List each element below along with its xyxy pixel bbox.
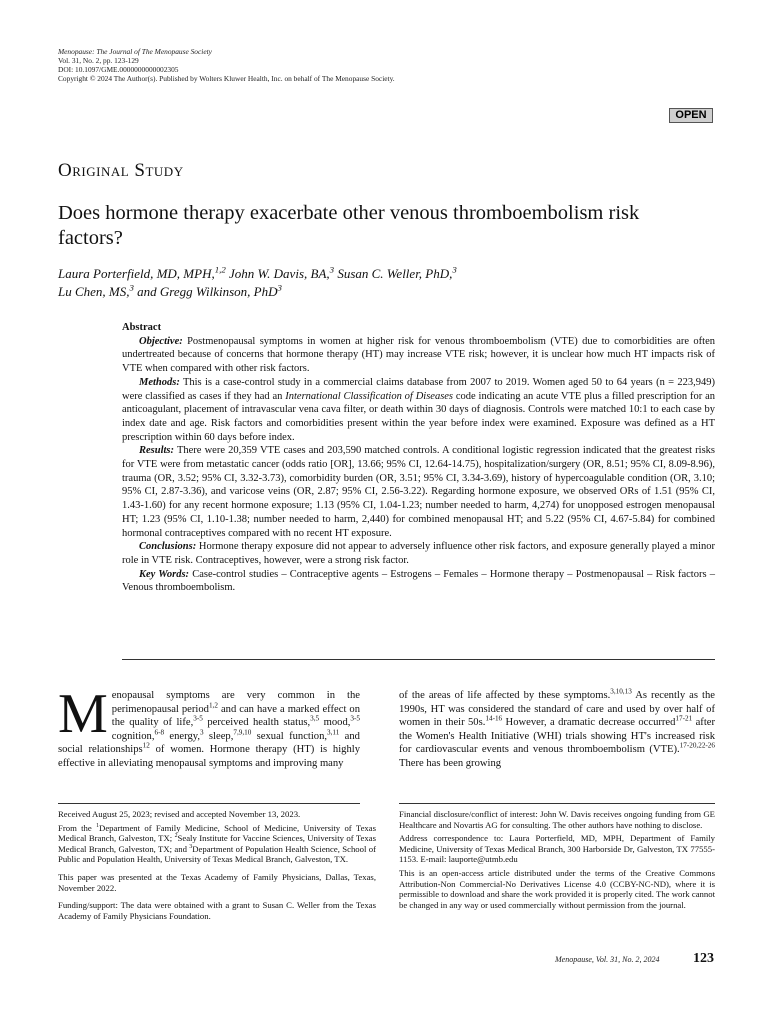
methods-label: Methods:	[139, 376, 180, 388]
conclusions-label: Conclusions:	[139, 541, 197, 553]
footnote-divider-right	[399, 803, 715, 804]
doi[interactable]: DOI: 10.1097/GME.0000000000002305	[58, 64, 179, 74]
funding-note: Funding/support: The data were obtained with a grant to Susan C. Weller from the Texas Academy of Family Physicians Foundation.	[58, 900, 376, 921]
conclusions-text: Hormone therapy exposure did not appear to adversely influence other risk factors, and exposure generally played a minor role in VTE risk. Contraceptives, however, were a strong risk factor.	[122, 541, 715, 566]
journal-name: Menopause: The Journal of The Menopause Society	[58, 47, 212, 56]
open-access-badge: OPEN	[669, 108, 713, 123]
abstract-methods	[122, 376, 715, 445]
objective-label: Objective:	[139, 335, 183, 347]
objective-text: Postmenopausal symptoms in women at higher risk for venous thromboembolism (VTE) due to comorbidities are often undertreated because of concerns that hormone therapy (HT) may increase VTE risk; however, it is unclear how much HT impacts risk of VTE when compared with other risk factors.	[122, 335, 715, 375]
license-note: This is an open-access article distributed under the terms of the Creative Commons Attribution-Non Commercial-No Derivatives License 4.0 (CCBY-NC-ND), where it is permissible to download and share the work provided it is properly cited. The work cannot be changed in any way or used commercially without permission from the journal.	[399, 867, 715, 910]
abstract-divider	[122, 659, 715, 660]
keywords-text: Case-control studies – Contraceptive agents – Estrogens – Females – Hormone therapy – Postmenopausal – Risk factors – Venous thromboembolism.	[122, 568, 715, 594]
volume-pages: Vol. 31, No. 2, pp. 123-129	[58, 55, 139, 65]
received-dates: Received August 25, 2023; revised and accepted November 13, 2023.	[58, 809, 301, 819]
abstract-results	[122, 444, 715, 540]
results-text: There were 20,359 VTE cases and 203,590 matched controls. A conditional logistic regression indicated that the greatest risks for VTE were from metastatic cancer (odds ratio [OR], 13.66; 95% CI, 12.64-14.75), hospitalization/surgery (OR, 8.51; 95% CI, 8.09-8.96), trauma (OR, 3.52; 95% CI, 3.32-3.73), comorbidity burden (OR, 3.51; 95% CI, 3.34-3.69), history of hypercoagulable condition (OR, 3.10; 95% CI, 2.87-3.36), and varicose veins (OR, 2.87; 95% CI, 2.56-3.22). Regarding hormone exposure, we observed ORs of 1.51 (95% CI, 1.43-1.60) for any recent hormone exposure; 1.13 (95% CI, 1.04-1.23; number needed to harm, 4,274) for unopposed estrogen menopausal HT; 1.23 (95% CI, 1.10-1.38; number needed to harm, 2,440) for combined menopausal HT; and 5.22 (95% CI, 4.67-5.84) for combined hormonal contraceptives compared with no recent HT exposure.	[122, 445, 715, 539]
results-label: Results:	[139, 445, 175, 457]
disclosure-note: Financial disclosure/conflict of interest: John W. Davis receives ongoing funding from GE Healthcare and Novartis AG for consulting. The other authors have nothing to disclose.	[399, 809, 715, 830]
footnotes-left	[58, 809, 376, 928]
body-column-right	[399, 689, 715, 771]
abstract-heading: Abstract	[122, 322, 162, 333]
journal-header	[58, 48, 395, 84]
authors-line-2: Lu Chen, MS,$^3$ and Gregg Wilkinson, PhD$^3$	[58, 282, 282, 299]
drop-cap: M	[58, 683, 108, 745]
abstract	[122, 321, 715, 595]
page-number: 123	[693, 951, 714, 966]
abstract-objective	[122, 335, 715, 376]
body-column-left	[58, 683, 360, 771]
abstract-keywords	[122, 568, 715, 595]
footer-journal-issue: Menopause, Vol. 31, No. 2, 2024	[555, 955, 660, 964]
methods-text: This is a case-control study in a commercial claims database from 2007 to 2019. Women aged 50 to 64 years (n = 223,949) were classified as cases if they had an International Classification of Diseases code indicating an acute VTE plus a filled prescription for an anticoagulant, placement of intravascular vena cava filter, or death within 30 days of diagnosis. Controls were matched 10:1 to each case by index date and age. Risk factors and comorbidities present within the year before index were examined. Exposure was defined as a HT prescription within 60 days before index.	[122, 376, 716, 443]
footnote-divider-left	[58, 803, 360, 804]
footnotes-right	[399, 809, 715, 917]
section-label: Original Study	[58, 160, 184, 181]
article-title: Does hormone therapy exacerbate other venous thromboembolism risk factors?	[58, 202, 640, 249]
keywords-label: Key Words:	[139, 568, 190, 580]
correspondence-note: Address correspondence to: Laura Porterfield, MD, MPH, Department of Family Medicine, University of Texas Medical Branch, 300 Harborside Dr, Galveston, TX 77555-1153. E-mail: lauporte@utmb.edu	[399, 833, 715, 865]
abstract-conclusions	[122, 540, 715, 567]
author-list	[58, 265, 698, 300]
affiliations: From the $^1$Department of Family Medicine, School of Medicine, University of Texas Medical Branch, Galveston, TX; $^2$Sealy Institute for Vaccine Sciences, University of Texas Medical Branch, Galveston, TX; and $^3$Department of Population Health Science, School of Public and Population Health, University of Texas Medical Branch, Galveston, TX.	[58, 822, 377, 865]
presentation-note: This paper was presented at the Texas Academy of Family Physicians, Dallas, Texas, November 2022.	[58, 871, 376, 893]
intro-paragraph-continued: of the areas of life affected by these symptoms.$^{3,10,13}$ As recently as the 1990s, HT was considered the standard of care and used by over half of women in their 50s.$^{14-16}$ However, a dramatic decrease occurred$^{17-21}$ after the Women's Health Initiative (WHI) trials showing HT's increased risk for cardiovascular events and venous thromboembolism (VTE).$^{17-20,22-26}$ There has been growing	[399, 687, 715, 769]
authors-line-1: Laura Porterfield, MD, MPH,$^{1,2}$ John W. Davis, BA,$^3$ Susan C. Weller, PhD,$^3$	[58, 264, 457, 281]
copyright-line: Copyright © 2024 The Author(s). Published by Wolters Kluwer Health, Inc. on behalf of The Menopause Society.	[58, 73, 395, 83]
intro-paragraph-start: enopausal symptoms are very common in the perimenopausal period$^{1,2}$ and can have a marked effect on the quality of life,$^{3-5}$ perceived health status,$^{3,5}$ mood,$^{3-5}$ cognition,$^{6-8}$ energy,$^3$ sleep,$^{7,9,10}$ sexual function,$^{3,11}$ and social relationships$^{12}$ of women. Hormone therapy (HT) is highly effective in alleviating menopausal symptoms and improving many	[58, 690, 360, 769]
